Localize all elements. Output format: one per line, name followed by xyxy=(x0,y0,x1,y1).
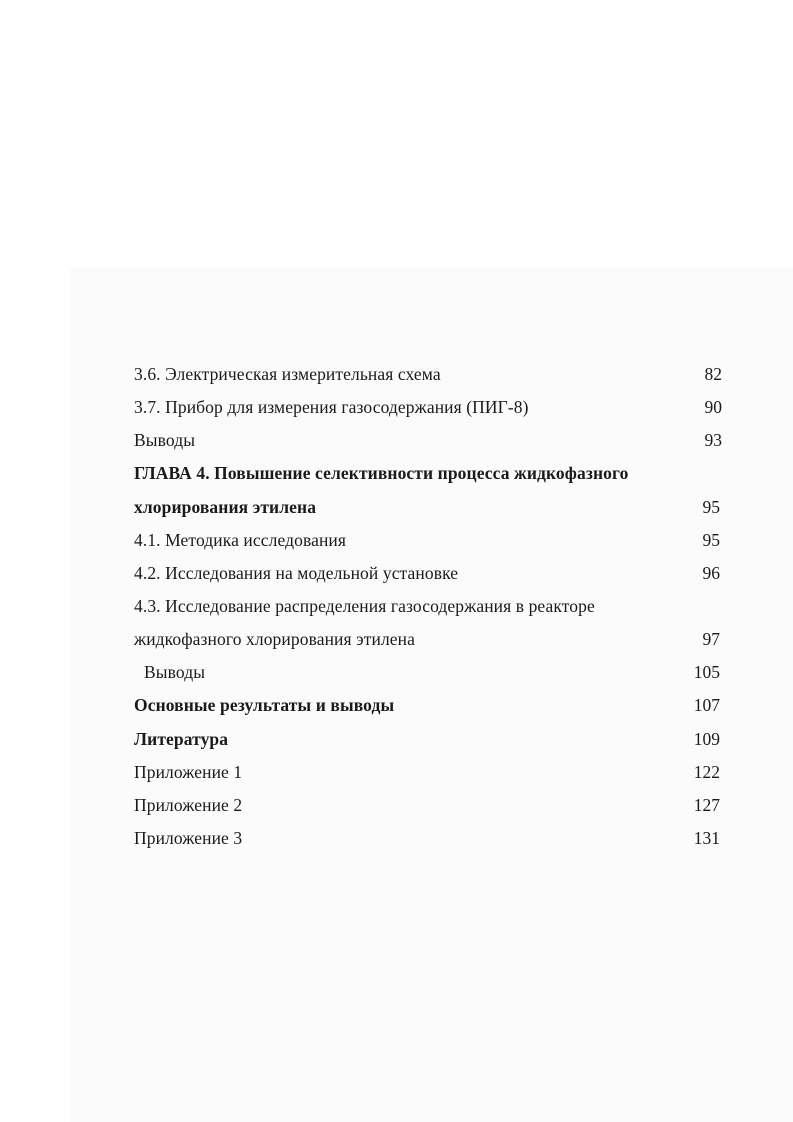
toc-entry-title: 4.2. Исследования на модельной установке xyxy=(134,563,459,583)
toc-entry-title: 3.7. Прибор для измерения газосодержания (ПИГ-8) xyxy=(134,397,529,417)
toc-entry-title: 4.1. Методика исследования xyxy=(134,530,347,550)
toc-entry-page: 97 xyxy=(702,629,720,649)
toc-entry-page: 122 xyxy=(693,762,720,782)
toc-entry-title: Выводы xyxy=(134,430,196,450)
toc-entry-page: 105 xyxy=(693,662,720,682)
toc-entry-page: 131 xyxy=(693,828,720,848)
toc-entry-title: 4.3. Исследование распределения газосодержания в реакторе xyxy=(134,596,595,616)
toc-entry-page: 82 xyxy=(704,364,722,384)
toc-chapter-title: ГЛАВА 4. Повышение селективности процесса жидкофазного xyxy=(134,463,629,483)
toc-entry-title: 3.6. Электрическая измерительная схема xyxy=(134,364,441,384)
toc-entry-title: Выводы xyxy=(144,662,206,682)
toc-chapter-title-continued: хлорирования этилена xyxy=(134,497,317,517)
toc-entry-title: Приложение 2 xyxy=(134,795,243,815)
toc-entry-page: 107 xyxy=(693,695,720,715)
toc-entry-page: 127 xyxy=(693,795,720,815)
toc-entry-page: 95 xyxy=(702,497,720,517)
toc-entry-page: 95 xyxy=(702,530,720,550)
toc-entry-page: 93 xyxy=(704,430,722,450)
toc-entry-title-continued: жидкофазного хлорирования этилена xyxy=(134,629,415,649)
toc-entry-title: Приложение 1 xyxy=(134,762,243,782)
toc-entry-page: 90 xyxy=(704,397,722,417)
toc-section-title: Литература xyxy=(134,729,229,749)
toc-entry-title: Приложение 3 xyxy=(134,828,243,848)
toc-section-title: Основные результаты и выводы xyxy=(134,695,395,715)
toc-entry-page: 96 xyxy=(702,563,720,583)
toc-entry-page: 109 xyxy=(693,729,720,749)
